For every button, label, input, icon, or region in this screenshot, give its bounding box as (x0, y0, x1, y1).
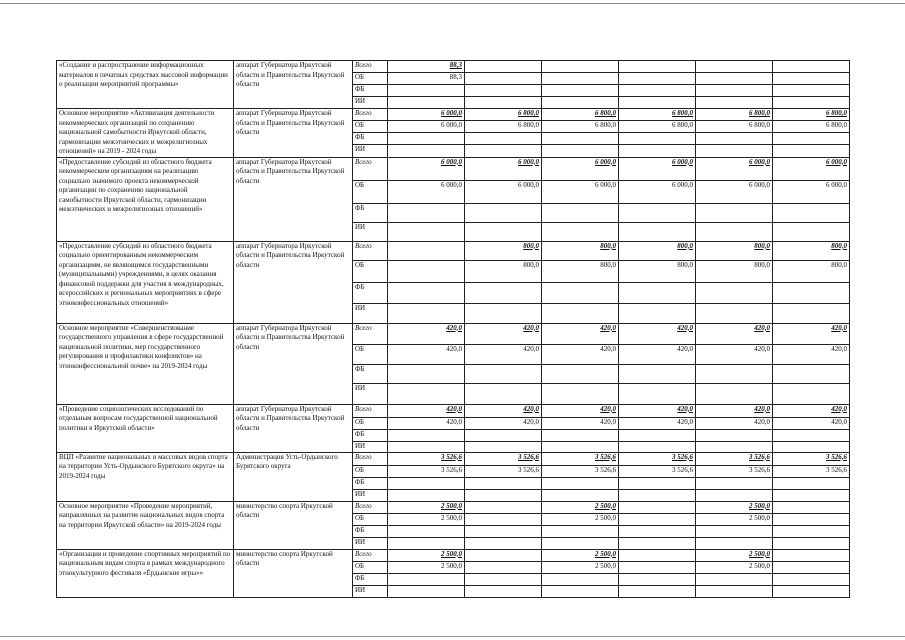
amount-cell: 6 000,0 (388, 157, 465, 180)
amount-cell: 420,0 (542, 323, 619, 344)
funding-source-label: ФБ (353, 525, 388, 537)
amount-cell (465, 513, 542, 525)
funding-source-label: ОБ (353, 180, 388, 203)
amount-cell: 420,0 (773, 417, 850, 429)
amount-cell (773, 513, 850, 525)
funding-source-label: Всего (353, 241, 388, 260)
amount-cell: 2 500,0 (388, 501, 465, 513)
funding-source-label: ИИ (353, 489, 388, 501)
funding-source-label: ИИ (353, 441, 388, 452)
amount-cell (773, 549, 850, 561)
amount-cell (773, 441, 850, 452)
amount-cell: 3 526,6 (388, 452, 465, 465)
funding-source-label: ФБ (353, 85, 388, 97)
amount-cell (465, 383, 542, 404)
amount-cell (465, 561, 542, 573)
amount-cell (773, 145, 850, 157)
executor-cell: аппарат Губернатора Иркутской области и Правительства Иркутской области (234, 61, 353, 109)
amount-cell (619, 573, 696, 585)
amount-cell (619, 525, 696, 537)
amount-cell (619, 501, 696, 513)
amount-cell: 88,3 (388, 61, 465, 73)
amount-cell: 6 000,0 (388, 109, 465, 121)
funding-source-label: Всего (353, 549, 388, 561)
amount-cell: 420,0 (388, 344, 465, 364)
amount-cell: 420,0 (465, 323, 542, 344)
amount-cell: 420,0 (619, 404, 696, 417)
amount-cell (773, 383, 850, 404)
amount-cell: 800,0 (773, 260, 850, 282)
amount-cell (388, 489, 465, 501)
amount-cell: 420,0 (542, 404, 619, 417)
amount-cell: 6 000,0 (619, 157, 696, 180)
amount-cell (465, 429, 542, 441)
amount-cell: 2 500,0 (388, 561, 465, 573)
amount-cell (696, 85, 773, 97)
amount-cell (773, 429, 850, 441)
amount-cell: 420,0 (773, 323, 850, 344)
amount-cell (542, 489, 619, 501)
table-row (57, 549, 850, 561)
funding-source-label: ИИ (353, 537, 388, 549)
amount-cell (388, 383, 465, 404)
amount-cell: 3 526,6 (465, 465, 542, 477)
amount-cell (542, 222, 619, 241)
amount-cell (388, 525, 465, 537)
funding-source-label: ИИ (353, 303, 388, 323)
funding-source-label: ОБ (353, 344, 388, 364)
amount-cell (619, 549, 696, 561)
amount-cell: 6 800,0 (542, 121, 619, 133)
amount-cell: 2 500,0 (542, 549, 619, 561)
measure-name-cell: «Предоставление субсидий из областного бюджета социально ориентированным некоммерческим организациям, не являющимся государственными (муниципальными) учреждениями, в целях оказания финансовой поддержки для участия в международных, всероссийских и региональных мероприятиях в сфере этноконфессиональных отношений» (57, 241, 234, 323)
amount-cell (542, 61, 619, 73)
amount-cell (465, 133, 542, 145)
funding-source-label: ИИ (353, 145, 388, 157)
amount-cell (542, 477, 619, 489)
scan-edge-top (0, 3, 905, 4)
amount-cell: 6 800,0 (696, 121, 773, 133)
amount-cell (542, 573, 619, 585)
amount-cell: 6 000,0 (696, 157, 773, 180)
amount-cell: 2 500,0 (696, 549, 773, 561)
amount-cell: 420,0 (388, 323, 465, 344)
funding-source-label: ФБ (353, 477, 388, 489)
amount-cell (773, 489, 850, 501)
budget-table-sheet (56, 60, 847, 598)
amount-cell (542, 133, 619, 145)
amount-cell (619, 429, 696, 441)
amount-cell (388, 282, 465, 303)
amount-cell (465, 364, 542, 383)
measure-name-cell: «Создание и распространение информационных материалов в печатных средствах массовой информации о реализации мероприятий программы» (57, 61, 234, 109)
amount-cell (773, 203, 850, 222)
amount-cell (465, 61, 542, 73)
budget-table-body (57, 61, 850, 598)
amount-cell (696, 364, 773, 383)
amount-cell (388, 241, 465, 260)
amount-cell (542, 282, 619, 303)
amount-cell (388, 585, 465, 597)
funding-source-label: ОБ (353, 465, 388, 477)
amount-cell (696, 133, 773, 145)
amount-cell: 800,0 (696, 241, 773, 260)
amount-cell: 6 800,0 (619, 121, 696, 133)
amount-cell (465, 282, 542, 303)
table-row (57, 241, 850, 260)
amount-cell: 6 000,0 (696, 180, 773, 203)
amount-cell: 6 800,0 (696, 109, 773, 121)
amount-cell: 420,0 (773, 344, 850, 364)
amount-cell: 2 500,0 (388, 513, 465, 525)
amount-cell (619, 477, 696, 489)
amount-cell (696, 477, 773, 489)
amount-cell: 420,0 (465, 404, 542, 417)
amount-cell (542, 383, 619, 404)
amount-cell (773, 537, 850, 549)
amount-cell: 6 800,0 (773, 121, 850, 133)
amount-cell: 800,0 (619, 241, 696, 260)
amount-cell (388, 573, 465, 585)
amount-cell (465, 145, 542, 157)
amount-cell: 3 526,6 (465, 452, 542, 465)
table-row (57, 61, 850, 73)
amount-cell (619, 303, 696, 323)
amount-cell (542, 85, 619, 97)
funding-source-label: ИИ (353, 585, 388, 597)
funding-source-label: Всего (353, 452, 388, 465)
amount-cell: 800,0 (696, 260, 773, 282)
amount-cell (619, 364, 696, 383)
table-row (57, 501, 850, 513)
funding-source-label: Всего (353, 157, 388, 180)
amount-cell: 2 500,0 (542, 561, 619, 573)
funding-source-label: ОБ (353, 561, 388, 573)
amount-cell (773, 501, 850, 513)
amount-cell (696, 97, 773, 109)
funding-source-label: ФБ (353, 133, 388, 145)
amount-cell (773, 477, 850, 489)
amount-cell (619, 537, 696, 549)
amount-cell (388, 441, 465, 452)
table-row (57, 323, 850, 344)
executor-cell: аппарат Губернатора Иркутской области и Правительства Иркутской области (234, 404, 353, 452)
amount-cell (696, 303, 773, 323)
amount-cell (465, 222, 542, 241)
amount-cell (388, 97, 465, 109)
amount-cell: 88,3 (388, 73, 465, 85)
amount-cell (696, 282, 773, 303)
amount-cell: 6 000,0 (773, 180, 850, 203)
funding-source-label: ФБ (353, 429, 388, 441)
amount-cell (619, 585, 696, 597)
executor-cell: аппарат Губернатора Иркутской области и Правительства Иркутской области (234, 157, 353, 241)
amount-cell (773, 133, 850, 145)
amount-cell (542, 73, 619, 85)
table-row (57, 404, 850, 417)
amount-cell (388, 133, 465, 145)
funding-source-label: ИИ (353, 383, 388, 404)
amount-cell (388, 303, 465, 323)
funding-source-label: ФБ (353, 282, 388, 303)
amount-cell (542, 145, 619, 157)
amount-cell: 6 800,0 (542, 109, 619, 121)
amount-cell (773, 561, 850, 573)
funding-source-label: ОБ (353, 260, 388, 282)
amount-cell (696, 441, 773, 452)
amount-cell: 800,0 (619, 260, 696, 282)
budget-table (56, 60, 850, 598)
funding-source-label: ОБ (353, 121, 388, 133)
funding-source-label: ФБ (353, 203, 388, 222)
amount-cell (696, 489, 773, 501)
scan-edge-bottom (0, 636, 905, 637)
funding-source-label: Всего (353, 323, 388, 344)
executor-cell: аппарат Губернатора Иркутской области и Правительства Иркутской области (234, 323, 353, 404)
amount-cell (773, 222, 850, 241)
measure-name-cell: Основное мероприятие «Проведение мероприятий, направленных на развитие национальных видов спорта на территории Иркутской области» на 2019-2024 годы (57, 501, 234, 549)
measure-name-cell: «Предоставление субсидий из областного бюджета некоммерческим организациям на реализацию социально значимого проекта некоммерческой организации по сохранению национальной самобытности Иркутской области, гармонизации межэтнических и межрелигиозных отношений» (57, 157, 234, 241)
amount-cell: 6 000,0 (465, 180, 542, 203)
amount-cell (696, 222, 773, 241)
amount-cell: 6 800,0 (465, 109, 542, 121)
amount-cell: 3 526,6 (542, 452, 619, 465)
amount-cell (542, 429, 619, 441)
amount-cell: 420,0 (619, 323, 696, 344)
amount-cell: 420,0 (619, 344, 696, 364)
amount-cell (465, 441, 542, 452)
amount-cell: 6 000,0 (388, 121, 465, 133)
amount-cell (619, 489, 696, 501)
amount-cell: 2 500,0 (696, 513, 773, 525)
amount-cell (696, 61, 773, 73)
amount-cell: 800,0 (542, 241, 619, 260)
amount-cell: 3 526,6 (388, 465, 465, 477)
amount-cell (465, 573, 542, 585)
amount-cell (773, 85, 850, 97)
amount-cell (465, 525, 542, 537)
executor-cell: Администрация Усть-Ордынского Бурятского округа (234, 452, 353, 501)
amount-cell (773, 364, 850, 383)
amount-cell (696, 585, 773, 597)
amount-cell (773, 585, 850, 597)
amount-cell (465, 97, 542, 109)
amount-cell: 420,0 (388, 417, 465, 429)
amount-cell: 420,0 (465, 344, 542, 364)
amount-cell (542, 97, 619, 109)
funding-source-label: Всего (353, 404, 388, 417)
amount-cell: 2 500,0 (542, 501, 619, 513)
amount-cell (465, 73, 542, 85)
executor-cell: аппарат Губернатора Иркутской области и Правительства Иркутской области (234, 109, 353, 158)
amount-cell: 6 000,0 (388, 180, 465, 203)
table-row (57, 109, 850, 121)
amount-cell: 420,0 (773, 404, 850, 417)
amount-cell: 6 800,0 (465, 121, 542, 133)
amount-cell (465, 585, 542, 597)
measure-name-cell: Основное мероприятие «Совершенствование государственного управления в сфере государственной национальной политики, мер государственного регулирования и профилактики конфликтов» на этноконфессиональной почве» на 2019-2024 годы (57, 323, 234, 404)
amount-cell (696, 525, 773, 537)
funding-source-label: ИИ (353, 97, 388, 109)
executor-cell: аппарат Губернатора Иркутской области и Правительства Иркутской области (234, 241, 353, 323)
amount-cell: 420,0 (388, 404, 465, 417)
amount-cell (619, 203, 696, 222)
amount-cell: 3 526,6 (773, 452, 850, 465)
amount-cell (542, 441, 619, 452)
amount-cell (388, 429, 465, 441)
amount-cell (696, 383, 773, 404)
amount-cell (388, 85, 465, 97)
amount-cell (696, 145, 773, 157)
amount-cell (773, 303, 850, 323)
amount-cell (465, 477, 542, 489)
amount-cell (619, 383, 696, 404)
measure-name-cell: Основное мероприятие «Активизация деятельности некоммерческих организаций по сохранению национальной самобытности Иркутской области, гармонизации межэтнических и межрелигиозных отношений» на 2019 - 2024 годы (57, 109, 234, 158)
amount-cell: 3 526,6 (619, 452, 696, 465)
amount-cell (619, 145, 696, 157)
amount-cell (619, 513, 696, 525)
amount-cell (465, 303, 542, 323)
amount-cell: 420,0 (696, 404, 773, 417)
amount-cell (696, 537, 773, 549)
funding-source-label: Всего (353, 61, 388, 73)
funding-source-label: ОБ (353, 513, 388, 525)
amount-cell (465, 537, 542, 549)
amount-cell (773, 97, 850, 109)
amount-cell: 3 526,6 (619, 465, 696, 477)
amount-cell: 6 000,0 (465, 157, 542, 180)
amount-cell: 2 500,0 (542, 513, 619, 525)
amount-cell (773, 61, 850, 73)
amount-cell (619, 73, 696, 85)
amount-cell: 6 000,0 (619, 180, 696, 203)
amount-cell: 6 800,0 (773, 109, 850, 121)
amount-cell (388, 537, 465, 549)
amount-cell: 420,0 (542, 344, 619, 364)
amount-cell: 420,0 (542, 417, 619, 429)
executor-cell: министерство спорта Иркутской области (234, 549, 353, 597)
amount-cell: 6 000,0 (542, 180, 619, 203)
amount-cell (542, 537, 619, 549)
amount-cell: 6 000,0 (542, 157, 619, 180)
amount-cell (696, 573, 773, 585)
amount-cell: 800,0 (465, 260, 542, 282)
amount-cell: 800,0 (542, 260, 619, 282)
funding-source-label: Всего (353, 501, 388, 513)
amount-cell (619, 441, 696, 452)
amount-cell (773, 525, 850, 537)
amount-cell (388, 145, 465, 157)
amount-cell (619, 61, 696, 73)
funding-source-label: ИИ (353, 222, 388, 241)
funding-source-label: ОБ (353, 73, 388, 85)
amount-cell (542, 585, 619, 597)
measure-name-cell: «Проведение социологических исследований по отдельным вопросам государственной национальной политики в Иркутской области» (57, 404, 234, 452)
amount-cell: 3 526,6 (773, 465, 850, 477)
amount-cell (465, 549, 542, 561)
measure-name-cell: «Организация и проведение спортивных мероприятий по национальным видам спорта в рамках международного этнокультурного фестиваля «Ёрдынские игры»» (57, 549, 234, 597)
amount-cell (619, 561, 696, 573)
amount-cell (773, 573, 850, 585)
amount-cell: 2 500,0 (696, 561, 773, 573)
amount-cell (773, 282, 850, 303)
amount-cell (619, 222, 696, 241)
amount-cell (388, 364, 465, 383)
amount-cell (388, 203, 465, 222)
amount-cell (542, 303, 619, 323)
amount-cell (696, 73, 773, 85)
amount-cell: 3 526,6 (696, 465, 773, 477)
amount-cell: 420,0 (696, 323, 773, 344)
amount-cell: 3 526,6 (696, 452, 773, 465)
amount-cell (388, 222, 465, 241)
funding-source-label: ФБ (353, 573, 388, 585)
amount-cell (619, 282, 696, 303)
amount-cell: 2 500,0 (696, 501, 773, 513)
amount-cell: 420,0 (619, 417, 696, 429)
amount-cell: 420,0 (696, 344, 773, 364)
amount-cell (696, 429, 773, 441)
amount-cell: 420,0 (696, 417, 773, 429)
amount-cell (465, 501, 542, 513)
amount-cell (542, 525, 619, 537)
amount-cell (465, 85, 542, 97)
amount-cell: 3 526,6 (542, 465, 619, 477)
table-row (57, 157, 850, 180)
amount-cell (619, 97, 696, 109)
amount-cell (388, 477, 465, 489)
amount-cell (696, 203, 773, 222)
amount-cell: 420,0 (465, 417, 542, 429)
amount-cell: 6 000,0 (773, 157, 850, 180)
measure-name-cell: ВЦП «Развитие национальных и массовых видов спорта на территории Усть-Ордынского Бурятского округа» на 2019-2024 годы (57, 452, 234, 501)
amount-cell (619, 85, 696, 97)
amount-cell: 6 800,0 (619, 109, 696, 121)
amount-cell: 800,0 (465, 241, 542, 260)
funding-source-label: Всего (353, 109, 388, 121)
amount-cell (542, 364, 619, 383)
amount-cell (388, 260, 465, 282)
amount-cell (542, 203, 619, 222)
amount-cell (773, 73, 850, 85)
amount-cell (465, 489, 542, 501)
executor-cell: министерство спорта Иркутской области (234, 501, 353, 549)
amount-cell (619, 133, 696, 145)
table-row (57, 452, 850, 465)
amount-cell: 800,0 (773, 241, 850, 260)
funding-source-label: ФБ (353, 364, 388, 383)
amount-cell: 2 500,0 (388, 549, 465, 561)
funding-source-label: ОБ (353, 417, 388, 429)
amount-cell (465, 203, 542, 222)
